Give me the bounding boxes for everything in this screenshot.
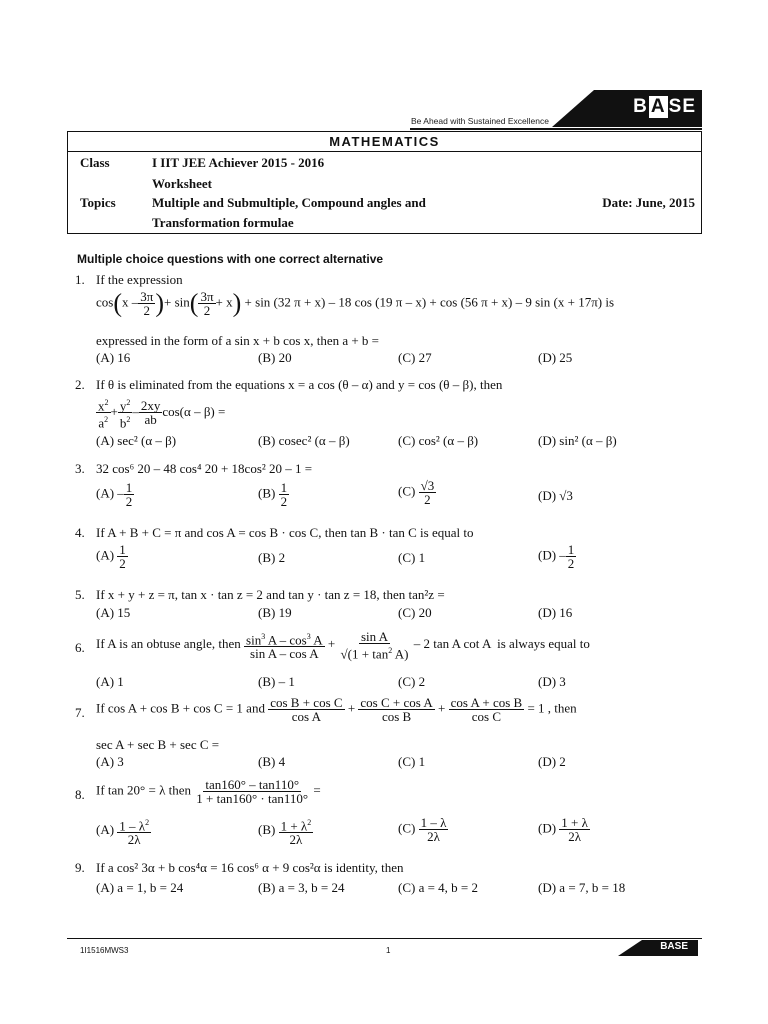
q5-option-a[interactable]: (A) 15 [96,605,131,620]
q3-option-c[interactable]: (C) $\frac{√3}{2}$ [398,478,435,507]
q1-stem: If the expression [96,272,183,287]
q1-option-b[interactable]: (B) 20 [258,350,292,365]
q7-option-c[interactable]: (C) 1 [398,754,426,769]
q9-option-b[interactable]: (B) a = 3, b = 24 [258,880,345,895]
q7-expression: If cos A + cos B + cos C = 1 and $\frac{\text{cos B + cos C}}{\text{cos A}}$ + $\frac{\text{cos C + cos A}}{\text{cos B}}$ + $\frac{\text{cos A + cos B}}{\text{cos C}}$ = 1 , then [96,695,577,724]
q1-option-d[interactable]: (D) 25 [538,350,573,365]
q7-number: 7. [75,705,85,720]
q5-stem: If x + y + z = π, tan x · tan z = 2 and tan y · tan z = 18, then tan²z = [96,587,445,602]
q9-number: 9. [75,860,85,875]
worksheet-date: Date: June, 2015 [602,195,695,210]
q9-stem: If a cos² 3α + b cos⁴α = 16 cos⁶ α + 9 cos²α is identity, then [96,860,404,875]
q2-option-c[interactable]: (C) cos² (α – β) [398,433,479,448]
q6-option-b[interactable]: (B) – 1 [258,674,295,689]
q3-option-b[interactable]: (B) $\frac{1}{2}$ [258,480,288,509]
q6-option-d[interactable]: (D) 3 [538,674,566,689]
q3-option-a[interactable]: (A) – $\frac{1}{2}$ [96,480,133,509]
q6-stem: If A is an obtuse angle, then [96,636,241,652]
topics-value: Multiple and Submultiple, Compound angles and [152,195,426,210]
q4-option-a[interactable]: (A) $\frac{1}{2}$ [96,542,126,571]
q7-option-a[interactable]: (A) 3 [96,754,124,769]
footer-rule [67,938,702,939]
q7-line2: sec A + sec B + sec C = [96,737,220,752]
q1-line3: expressed in the form of a sin x + b cos x, then a + b = [96,333,380,348]
footer-code: 1I1516MWS3 [80,946,129,955]
q7-stem: If cos A + cos B + cos C = 1 and [96,700,265,716]
q5-option-c[interactable]: (C) 20 [398,605,432,620]
q4-option-d[interactable]: (D) – $\frac{1}{2}$ [538,542,575,571]
q9-option-d[interactable]: (D) a = 7, b = 18 [538,880,626,895]
q7-option-b[interactable]: (B) 4 [258,754,286,769]
q4-option-c[interactable]: (C) 1 [398,550,426,565]
topics-label: Topics [80,195,116,210]
q6-option-c[interactable]: (C) 2 [398,674,426,689]
q8-option-c[interactable]: (C) $\frac{1 - \lambda}{2\lambda}$ [398,815,447,844]
q3-option-d[interactable]: (D) √3 [538,488,573,503]
q6-expression: If A is an obtuse angle, then $\frac{\sin^3 A - \cos^3 A}{\text{sin A – cos A}}$ + $\frac{\text{sin A}}{√(1 + \tan^2 A)}$ – 2 tan A cot A is always equal to [96,629,590,662]
q1-number: 1. [75,272,85,287]
page-number: 1 [386,946,391,955]
q2-number: 2. [75,377,85,392]
brand-logo-text: B A SE [633,96,696,117]
q6-tail: is always equal to [497,636,590,652]
q9-option-a[interactable]: (A) a = 1, b = 24 [96,880,184,895]
q6-option-a[interactable]: (A) 1 [96,674,124,689]
q8-option-b[interactable]: (B) $\frac{1 + \lambda^2}{2\lambda}$ [258,818,312,848]
footer-logo-text: BASE [660,941,688,952]
q5-option-d[interactable]: (D) 16 [538,605,573,620]
q1-option-c[interactable]: (C) 27 [398,350,432,365]
q8-option-a[interactable]: (A) $\frac{1 - \lambda^2}{2\lambda}$ [96,818,150,848]
q4-stem: If A + B + C = π and cos A = cos B · cos C, then tan B · tan C is equal to [96,525,474,540]
q3-stem: 32 cos⁶ 20 – 48 cos⁴ 20 + 18cos² 20 – 1 = [96,461,313,476]
q8-option-d[interactable]: (D) $\frac{1 + \lambda}{2\lambda}$ [538,815,588,844]
subject-title: MATHEMATICS [68,132,701,152]
q3-number: 3. [75,461,85,476]
q1-expression-tail: + sin (32 π + x) – 18 cos (19 π – x) + cos (56 π + x) – 9 sin (x + 17π) is [244,294,615,310]
q8-number: 8. [75,787,85,802]
q5-option-b[interactable]: (B) 19 [258,605,292,620]
class-label: Class [80,155,110,170]
q2-option-b[interactable]: (B) cosec² (α – β) [258,433,350,448]
q6-number: 6. [75,640,85,655]
class-value: I IIT JEE Achiever 2015 - 2016 [152,155,325,170]
q7-tail: = 1 , then [527,700,577,716]
q2-option-d[interactable]: (D) sin² (α – β) [538,433,617,448]
q8-stem: If tan 20° = λ then [96,782,192,798]
q4-option-b[interactable]: (B) 2 [258,550,286,565]
q8-expression: If tan 20° = λ then $\frac{\tan 160^\circ - \tan 110^\circ}{1 + \tan 160^\circ \cdot \tan 110^\circ}$ = [96,777,321,806]
q9-option-c[interactable]: (C) a = 4, b = 2 [398,880,479,895]
q2-stem: If θ is eliminated from the equations x = a cos (θ – α) and y = cos (θ – β), then [96,377,503,392]
worksheet-label: Worksheet [152,176,212,191]
worksheet-header [67,131,702,234]
q2-expression: $\frac{x^2}{a^2}$ + $\frac{y^2}{b^2}$ – $\frac{2xy}{ab}$ cos(α – β) = [98,398,226,431]
q2-option-a[interactable]: (A) sec² (α – β) [96,433,177,448]
q1-option-a[interactable]: (A) 16 [96,350,131,365]
q1-expression: cos(x – $\frac{3\pi}{2}$ )+ sin( $\frac{3\pi}{2}$ + x) + sin (32 π + x) – 18 cos (19 π – x) + cos (56 π + x) – 9 sin (x + 17π) is [96,288,615,318]
q4-number: 4. [75,525,85,540]
brand-tagline: Be Ahead with Sustained Excellence [411,116,549,126]
section-title: Multiple choice questions with one correct alternative [77,252,384,266]
header-rule [410,128,702,130]
q7-option-d[interactable]: (D) 2 [538,754,566,769]
topics-value-2: Transformation formulae [152,215,294,230]
q5-number: 5. [75,587,85,602]
